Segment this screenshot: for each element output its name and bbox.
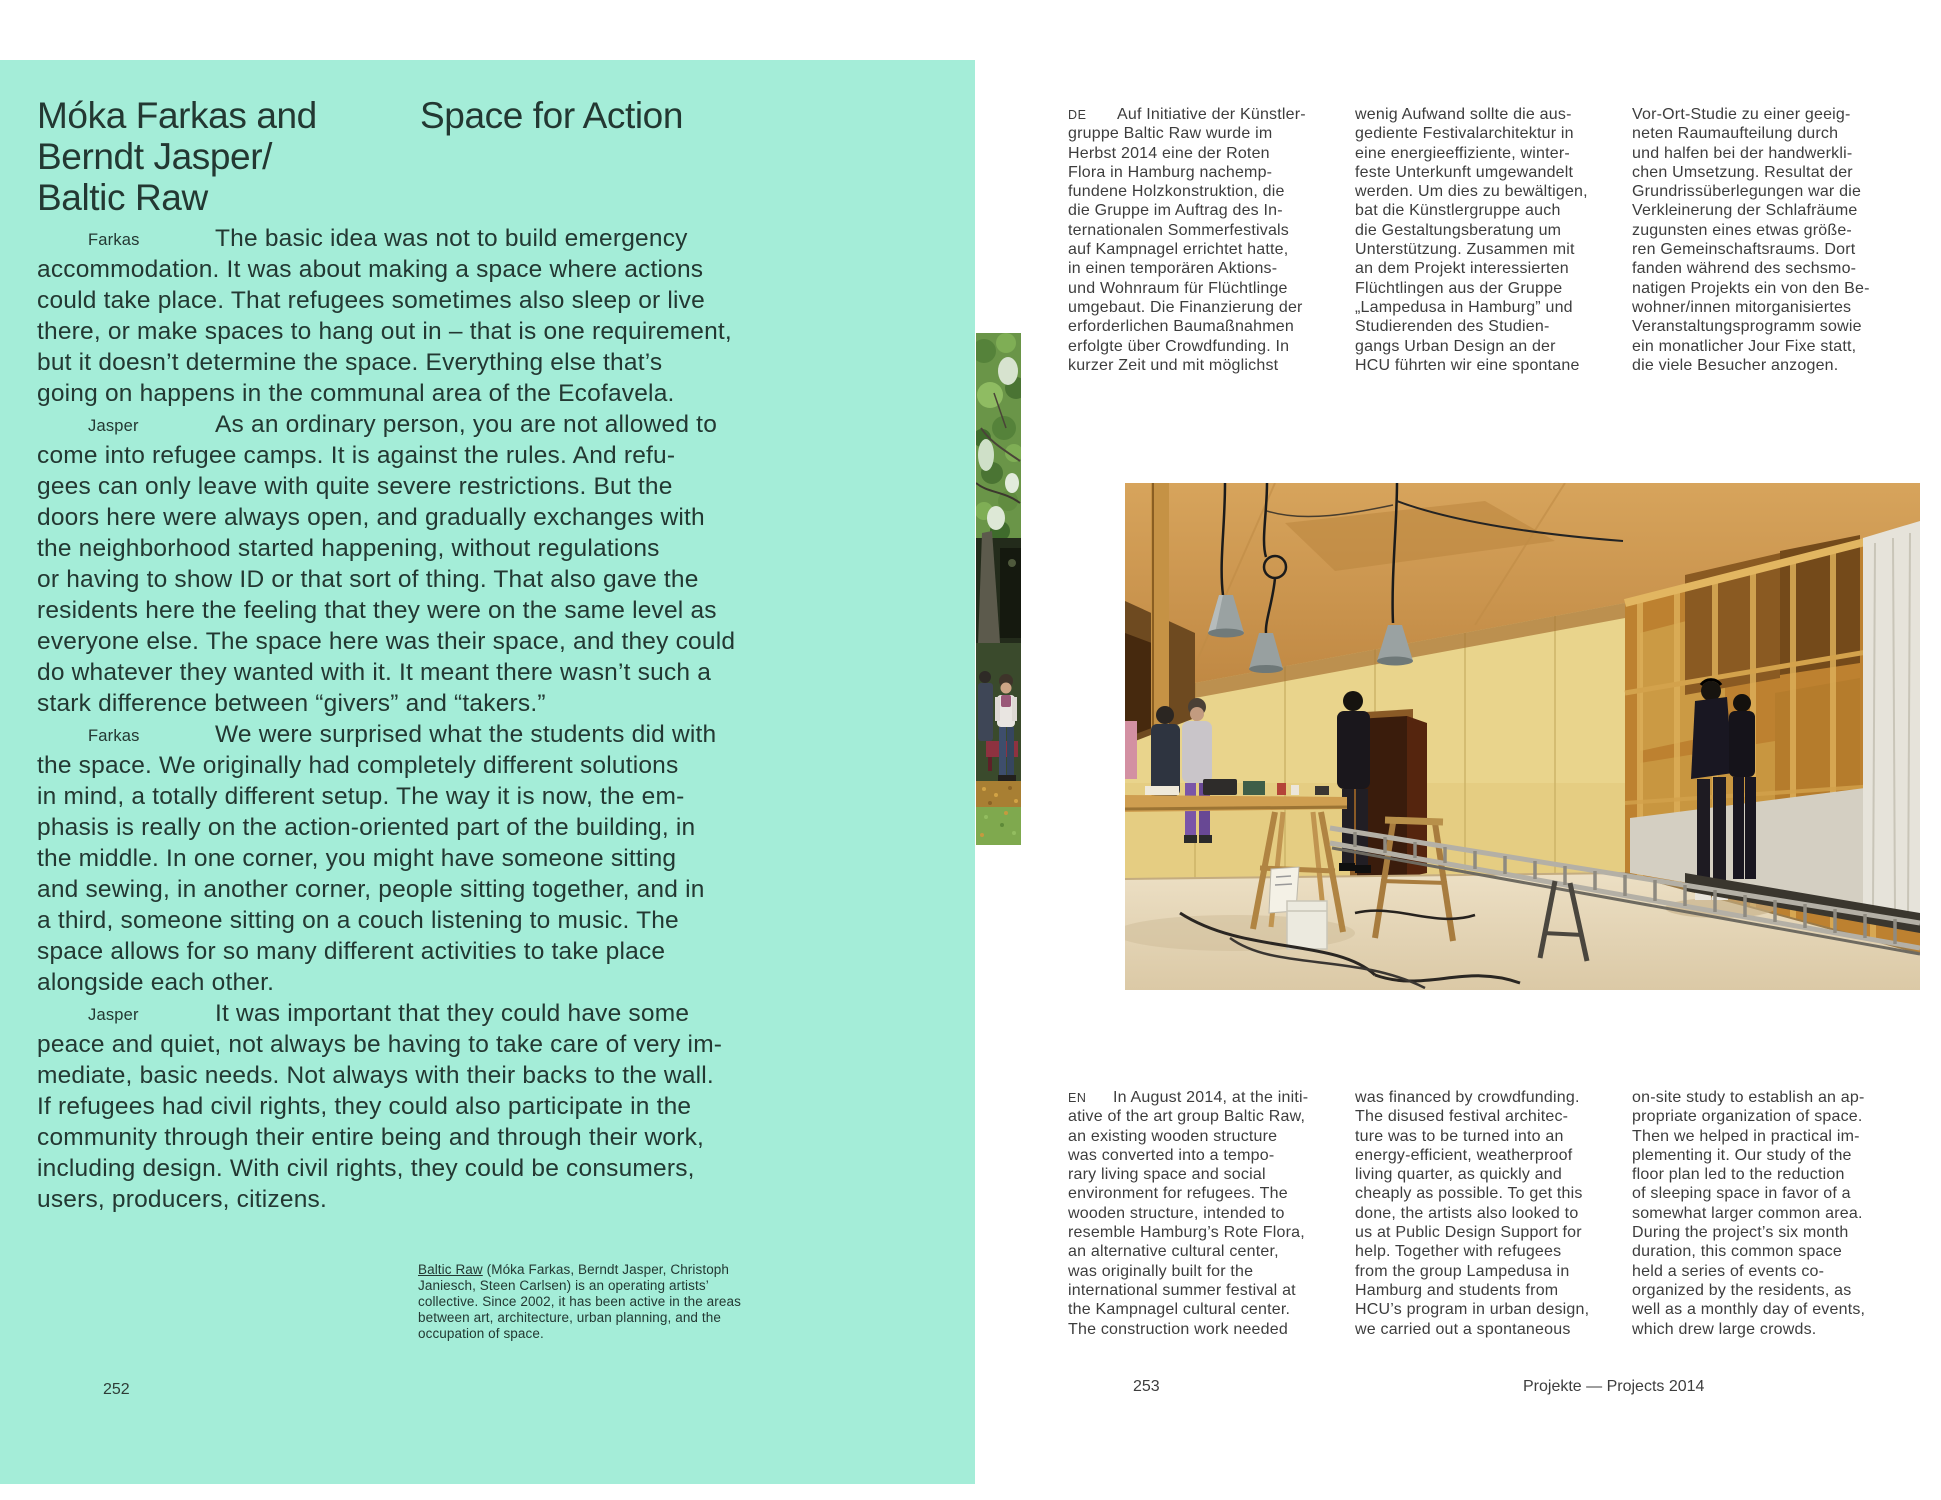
interview-line: residents here the feeling that they were on the same level as	[37, 597, 717, 624]
text-line: Then we helped in practical im-	[1632, 1127, 1860, 1145]
text-line: ternationalen Sommerfestivals	[1068, 221, 1290, 239]
text-line: Flüchtlingen aus der Gruppe	[1355, 279, 1563, 297]
interview-line: or having to show ID or that sort of thing. That also gave the	[37, 566, 699, 593]
construction-site-photo	[1125, 483, 1920, 990]
english-text-column-1	[1068, 1088, 1308, 1339]
left-page	[0, 60, 975, 1484]
paragraph-first-line	[37, 998, 735, 1029]
artist-name-line: Baltic Raw	[37, 177, 208, 218]
page-number-right: 253	[1133, 1378, 1160, 1395]
paragraph-lines	[37, 254, 735, 409]
text-line: gediente Festivalarchitektur in	[1355, 125, 1574, 143]
text-line: duration, this common space	[1632, 1243, 1842, 1261]
text-line: Flora in Hamburg nachemp-	[1068, 163, 1273, 181]
interview-line: community through their entire being and through their work,	[37, 1124, 705, 1151]
interview-text	[37, 223, 735, 1215]
english-first-text: In August 2014, at the initi-	[1113, 1089, 1309, 1106]
german-first-line	[1068, 105, 1306, 124]
text-line: Vor-Ort-Studie zu einer geeig-	[1632, 106, 1851, 123]
text-line: auf Kampnagel errichtet hatte,	[1068, 241, 1289, 259]
paragraph-lines	[37, 440, 735, 719]
text-line: which drew large crowds.	[1632, 1320, 1817, 1338]
text-line: Studierenden des Studien-	[1355, 318, 1550, 336]
interview-line: everyone else. The space here was their space, and they could	[37, 628, 736, 655]
text-line: we carried out a spontaneous	[1355, 1320, 1571, 1338]
outdoor-photo-strip-image	[976, 333, 1021, 845]
interview-line: users, producers, citizens.	[37, 1186, 327, 1213]
german-first-text: Auf Initiative der Künstler-	[1117, 106, 1306, 123]
paragraph-first-text: It was important that they could have some	[215, 1000, 690, 1027]
text-line: bat die Künstlergruppe auch	[1355, 202, 1561, 220]
interview-line: stark difference between “givers” and “takers.”	[37, 690, 546, 717]
text-line: an existing wooden structure	[1068, 1127, 1278, 1145]
paragraph-first-line	[37, 409, 735, 440]
text-line: Veranstaltungsprogramm sowie	[1632, 318, 1862, 336]
interview-line: there, or make spaces to hang out in – that is one requirement,	[37, 318, 732, 345]
text-line: was originally built for the	[1068, 1262, 1254, 1280]
text-line: somewhat larger common area.	[1632, 1204, 1863, 1222]
text-line: in einen temporären Aktions-	[1068, 260, 1278, 278]
speaker-label: Jasper	[88, 1005, 139, 1024]
interview-line: If refugees had civil rights, they could also participate in the	[37, 1093, 692, 1120]
text-line: Unterstützung. Zusammen mit	[1355, 241, 1575, 259]
english-text-column-3	[1632, 1088, 1865, 1339]
text-line: ren Gemeinschaftsraums. Dort	[1632, 241, 1856, 259]
text-line: wenig Aufwand sollte die aus-	[1355, 106, 1572, 123]
interview-line: but it doesn’t determine the space. Everything else that’s	[37, 349, 663, 376]
english-first-line	[1068, 1088, 1308, 1107]
english-text-column-2	[1355, 1088, 1589, 1339]
text-line: Grundrissüberlegungen war die	[1632, 183, 1862, 201]
bio-lines	[418, 1278, 741, 1342]
text-line: living quarter, as quickly and	[1355, 1166, 1562, 1184]
interview-line: accommodation. It was about making a space where actions	[37, 256, 704, 283]
text-line: ein monatlicher Jour Fixe statt,	[1632, 337, 1857, 355]
text-line: natigen Projekts ein von den Be-	[1632, 279, 1870, 297]
text-line: floor plan led to the reduction	[1632, 1166, 1845, 1184]
text-line: an dem Projekt interessierten	[1355, 260, 1569, 278]
interview-line: phasis is really on the action-oriented part of the building, in	[37, 814, 696, 841]
text-line: zugunsten eines etwas größe-	[1632, 221, 1852, 239]
text-line: held a series of events co-	[1632, 1262, 1825, 1280]
interview-line: going on happens in the communal area of the Ecofavela.	[37, 380, 675, 407]
german-text-column-3	[1632, 105, 1870, 375]
speaker-label: Jasper	[88, 416, 139, 435]
paragraph-first-line	[37, 719, 735, 750]
text-line: die Gruppe im Auftrag des In-	[1068, 202, 1283, 220]
text-line: eine energieeffiziente, winter-	[1355, 144, 1570, 162]
text-line: was financed by crowdfunding.	[1355, 1089, 1580, 1106]
paragraph-first-text: The basic idea was not to build emergency	[215, 225, 688, 252]
text-line: erfolgte über Crowdfunding. In	[1068, 337, 1290, 355]
text-line: an alternative cultural center,	[1068, 1243, 1279, 1261]
section-footer: Projekte — Projects 2014	[1523, 1378, 1705, 1395]
bio-line: Janiesch, Steen Carlsen) is an operating artists’	[418, 1278, 709, 1293]
interview-line: peace and quiet, not always be having to take care of very im-	[37, 1031, 723, 1058]
text-line: us at Public Design Support for	[1355, 1224, 1582, 1242]
page-number-left: 252	[103, 1381, 130, 1398]
text-line: ative of the art group Baltic Raw,	[1068, 1108, 1306, 1126]
construction-site-photo-image	[1125, 483, 1920, 990]
text-line: organized by the residents, as	[1632, 1281, 1852, 1299]
text-line: Verkleinerung der Schlafräume	[1632, 202, 1858, 220]
text-line: „Lampedusa in Hamburg” und	[1355, 298, 1573, 316]
paragraph-first-line	[37, 223, 735, 254]
paragraph-lines	[37, 750, 735, 998]
text-line: rary living space and social	[1068, 1166, 1266, 1184]
text-line: on-site study to establish an ap-	[1632, 1089, 1865, 1106]
speaker-label: Farkas	[88, 726, 140, 745]
bio-line: occupation of space.	[418, 1326, 544, 1341]
german-column-lines	[1068, 124, 1306, 375]
interview-line: doors here were always open, and gradually exchanges with	[37, 504, 705, 531]
text-line: The construction work needed	[1068, 1320, 1288, 1338]
language-label-en: EN	[1068, 1091, 1087, 1105]
text-line: Hamburg and students from	[1355, 1281, 1559, 1299]
german-text-column-2	[1355, 105, 1588, 375]
speaker-label: Farkas	[88, 230, 140, 249]
text-line: propriate organization of space.	[1632, 1108, 1863, 1126]
text-line: help. Together with refugees	[1355, 1243, 1562, 1261]
interview-line: and sewing, in another corner, people sitting together, and in	[37, 876, 705, 903]
text-line: wohner/innen mitorganisiertes	[1632, 298, 1852, 316]
text-line: die Gestaltungsberatung um	[1355, 221, 1562, 239]
interview-line: the space. We originally had completely different solutions	[37, 752, 679, 779]
interview-line: alongside each other.	[37, 969, 275, 996]
artist-name-line: Móka Farkas and	[37, 95, 317, 136]
interview-line: come into refugee camps. It is against the rules. And refu-	[37, 442, 676, 469]
text-line: energy-efficient, weatherproof	[1355, 1146, 1573, 1164]
paragraph-lines	[37, 1029, 735, 1215]
text-line: HCU führten wir eine spontane	[1355, 356, 1580, 374]
interview-line: including design. With civil rights, they could be consumers,	[37, 1155, 695, 1182]
english-column-lines	[1068, 1107, 1308, 1339]
german-text-column-1	[1068, 105, 1306, 375]
text-line: was converted into a tempo-	[1068, 1146, 1275, 1164]
text-line: During the project’s six month	[1632, 1224, 1849, 1242]
text-line: werden. Um dies zu bewältigen,	[1355, 183, 1588, 201]
text-line: international summer festival at	[1068, 1281, 1296, 1299]
bio-note	[418, 1262, 741, 1342]
text-line: plementing it. Our study of the	[1632, 1146, 1852, 1164]
text-line: cheaply as possible. To get this	[1355, 1185, 1583, 1203]
paragraph-first-text: We were surprised what the students did with	[215, 721, 717, 748]
text-line: of sleeping space in favor of a	[1632, 1185, 1851, 1203]
outdoor-photo-strip	[976, 333, 1021, 845]
text-line: erforderlichen Baumaßnahmen	[1068, 318, 1294, 336]
project-title: Space for Action	[420, 95, 684, 136]
interview-paragraph	[37, 719, 735, 998]
text-line: fanden während des sechsmo-	[1632, 260, 1857, 278]
language-label-de: DE	[1068, 108, 1087, 122]
artist-name-line: Berndt Jasper/	[37, 136, 273, 177]
text-line: done, the artists also looked to	[1355, 1204, 1579, 1222]
artist-names-title	[37, 95, 317, 218]
paragraph-first-text: As an ordinary person, you are not allowed to	[215, 411, 718, 438]
interview-paragraph	[37, 223, 735, 409]
interview-line: a third, someone sitting on a couch listening to music. The	[37, 907, 679, 934]
text-line: HCU’s program in urban design,	[1355, 1301, 1590, 1319]
interview-line: the middle. In one corner, you might have someone sitting	[37, 845, 677, 872]
bio-first-rest: (Móka Farkas, Berndt Jasper, Christoph	[482, 1262, 730, 1277]
interview-paragraph	[37, 998, 735, 1215]
interview-line: do whatever they wanted with it. It meant there wasn’t such a	[37, 659, 712, 686]
interview-line: gees can only leave with quite severe restrictions. But the	[37, 473, 673, 500]
bio-line: between art, architecture, urban planning, and the	[418, 1310, 721, 1325]
text-line: die viele Besucher anzogen.	[1632, 356, 1839, 374]
interview-line: could take place. That refugees sometimes also sleep or live	[37, 287, 705, 314]
bio-line: collective. Since 2002, it has been active in the areas	[418, 1294, 741, 1309]
text-line: gangs Urban Design an der	[1355, 337, 1556, 355]
text-line: neten Raumaufteilung durch	[1632, 125, 1839, 143]
text-line: fundene Holzkonstruktion, die	[1068, 183, 1285, 201]
text-line: kurzer Zeit und mit möglichst	[1068, 356, 1279, 374]
interview-line: the neighborhood started happening, without regulations	[37, 535, 660, 562]
text-line: resemble Hamburg’s Rote Flora,	[1068, 1224, 1305, 1242]
text-line: und Wohnraum für Flüchtlinge	[1068, 279, 1288, 297]
text-line: The disused festival architec-	[1355, 1108, 1569, 1126]
bio-first-line	[418, 1262, 741, 1278]
interview-line: space allows for so many different activities to take place	[37, 938, 666, 965]
text-line: Herbst 2014 eine der Roten	[1068, 144, 1270, 162]
text-line: umgebaut. Die Finanzierung der	[1068, 298, 1303, 316]
text-line: chen Umsetzung. Resultat der	[1632, 163, 1853, 181]
text-line: well as a monthly day of events,	[1632, 1301, 1866, 1319]
bio-lead: Baltic Raw	[418, 1262, 483, 1277]
text-line: feste Unterkunft umgewandelt	[1355, 163, 1574, 181]
interview-line: mediate, basic needs. Not always with their backs to the wall.	[37, 1062, 714, 1089]
text-line: the Kampnagel cultural center.	[1068, 1301, 1291, 1319]
interview-paragraph	[37, 409, 735, 719]
text-line: gruppe Baltic Raw wurde im	[1068, 125, 1273, 143]
interview-line: in mind, a totally different setup. The way it is now, the em-	[37, 783, 685, 810]
text-line: und halfen bei der handwerkli-	[1632, 144, 1853, 162]
text-line: from the group Lampedusa in	[1355, 1262, 1570, 1280]
text-line: environment for refugees. The	[1068, 1185, 1288, 1203]
text-line: wooden structure, intended to	[1068, 1204, 1285, 1222]
text-line: ture was to be turned into an	[1355, 1127, 1564, 1145]
